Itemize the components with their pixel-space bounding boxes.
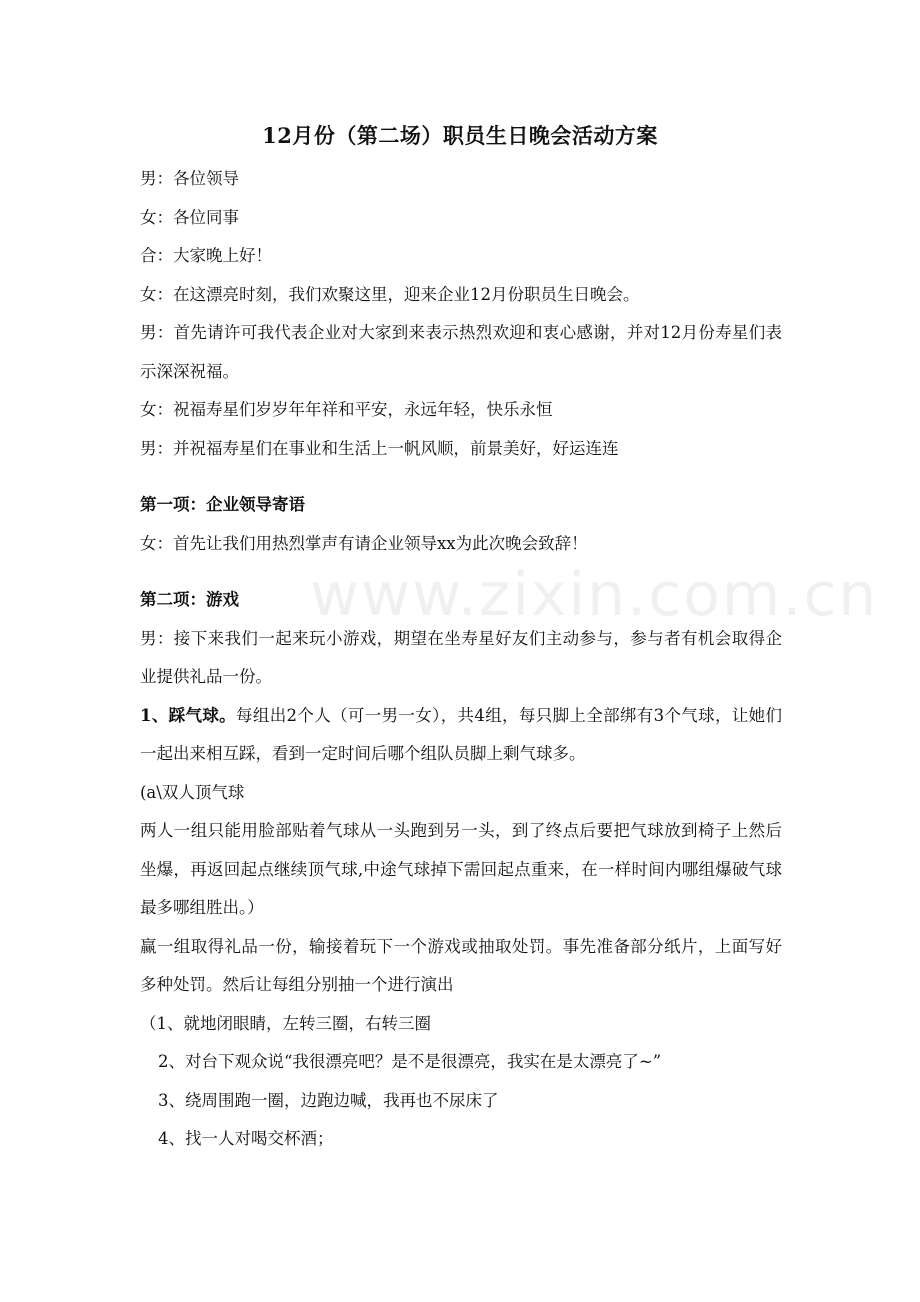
game1-title: 1、踩气球。 <box>140 705 237 725</box>
section1-heading: 第一项：企业领导寄语 <box>140 495 305 514</box>
alt-game-text: 两人一组只能用脸部贴着气球从一头跑到另一头，到了终点后要把气球放到椅子上然后坐爆，再返回起点继续顶气球,中途气球掉下需回起点重来，在一样时间内哪组爆破气球最多哪组胜出。） <box>140 821 782 917</box>
spacer <box>140 468 782 486</box>
document-body <box>140 160 782 1159</box>
penalty-item-3: 3、绕周围跑一圈，边跑边喊，我再也不尿床了 <box>158 1090 499 1110</box>
section2-heading: 第二项：游戏 <box>140 590 239 609</box>
document-title: 12月份（第二场）职员生日晚会活动方案 <box>262 123 658 148</box>
game1-paragraph <box>140 697 782 774</box>
intro-line-7: 男：并祝福寿星们在事业和生活上一帆风顺，前景美好，好运连连 <box>140 438 619 458</box>
penalty-item-2: 2、对台下观众说“我很漂亮吧？是不是很漂亮，我实在是太漂亮了~” <box>158 1052 662 1071</box>
intro-line-1: 男：各位领导 <box>140 169 239 188</box>
penalty-item-1: （1、就地闭眼睛，左转三圈，右转三圈 <box>140 1013 431 1033</box>
intro-line-5: 男：首先请许可我代表企业对大家到来表示热烈欢迎和衷心感谢，并对12月份寿星们表示深深祝福。 <box>140 323 782 381</box>
rule-text: 赢一组取得礼品一份，输接着玩下一个游戏或抽取处罚。事先准备部分纸片，上面写好多种处罚。然后让每组分别抽一个进行演出 <box>140 936 782 994</box>
intro-line-3: 合：大家晚上好！ <box>140 246 272 265</box>
section2-intro: 男：接下来我们一起来玩小游戏，期望在坐寿星好友们主动参与，参与者有机会取得企业提供礼品一份。 <box>140 628 782 686</box>
intro-line-2: 女：各位同事 <box>140 207 239 227</box>
watermark: www.zixin.com.cn <box>310 560 879 630</box>
spacer <box>140 563 782 581</box>
game1-text: 每组出2个人（可一男一女），共4组，每只脚上全部绑有3个气球，让她们一起出来相互踩，看到一定时间后哪个组队员脚上剩气球多。 <box>140 705 782 763</box>
alt-game-title: (a\双人顶气球 <box>140 782 245 802</box>
intro-line-4: 女：在这漂亮时刻，我们欢聚这里，迎来企业12月份职员生日晚会。 <box>140 284 640 304</box>
intro-line-6: 女：祝福寿星们岁岁年年祥和平安，永远年轻，快乐永恒 <box>140 400 553 419</box>
penalty-item-4: 4、找一人对喝交杯酒； <box>158 1129 334 1148</box>
section1-line-1: 女：首先让我们用热烈掌声有请企业领导xx为此次晚会致辞！ <box>140 533 588 553</box>
